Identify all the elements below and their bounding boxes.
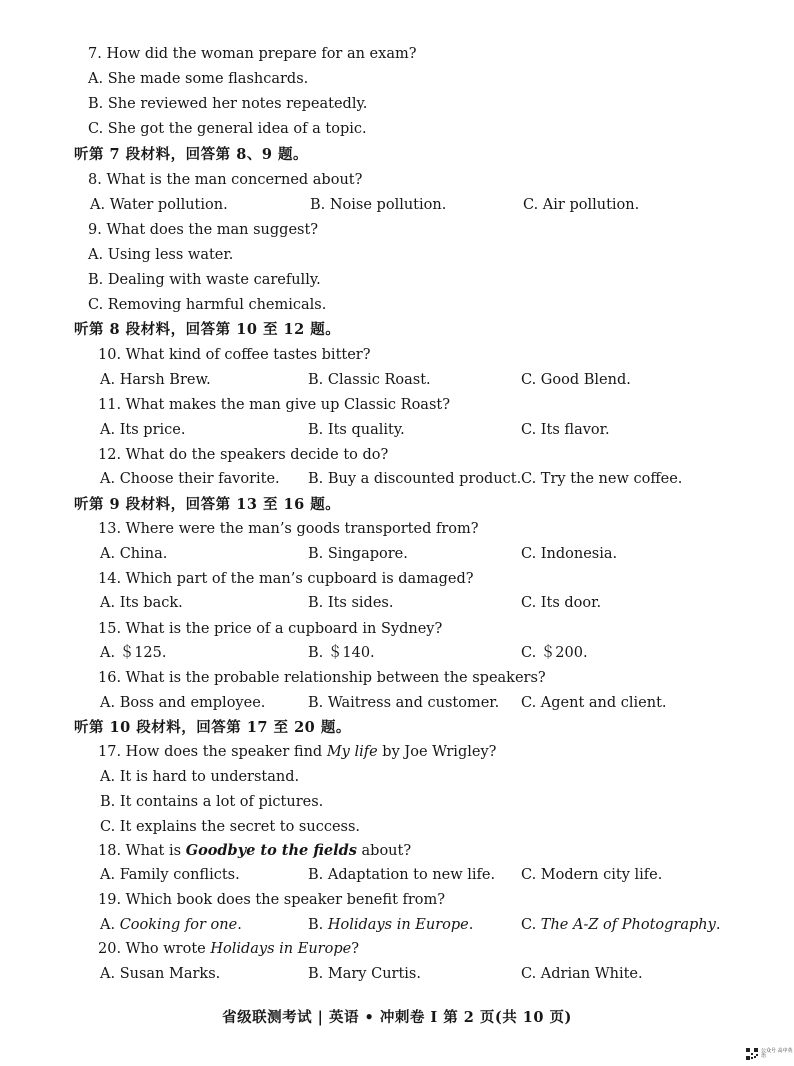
question-12: 12. What do the speakers decide to do? <box>98 447 389 463</box>
q8-options <box>0 196 794 214</box>
q10-option-b: B. Classic Roast. <box>308 372 431 388</box>
q19-option-c <box>521 916 720 934</box>
q20-book-title: Holidays in Europe <box>210 941 352 957</box>
section-10-heading: 听第 10 段材料，回答第 17 至 20 题。 <box>74 719 351 736</box>
q8-option-c: C. Air pollution. <box>523 197 640 213</box>
q17-text-pre: 17. How does the speaker find <box>98 744 327 760</box>
q19-b-period: . <box>468 917 474 933</box>
question-15: 15. What is the price of a cupboard in Sydney? <box>98 621 443 637</box>
q19-b-title: Holidays in Europe <box>327 917 469 933</box>
q18-option-c: C. Modern city life. <box>521 867 663 883</box>
q15-options <box>0 644 794 662</box>
q18-text-pre: 18. What is <box>98 843 186 859</box>
q15-option-a: A. ＄125. <box>100 645 167 661</box>
q9-option-a: A. Using less water. <box>88 247 234 263</box>
q16-options <box>0 694 794 712</box>
question-20 <box>98 940 359 958</box>
q17-option-c: C. It explains the secret to success. <box>100 819 361 835</box>
q7-option-b: B. She reviewed her notes repeatedly. <box>88 96 368 112</box>
q20-option-b: B. Mary Curtis. <box>308 966 421 982</box>
page-footer: 省级联测考试 | 英语 • 冲刺卷 Ⅰ 第 2 页(共 10 页) <box>222 1009 572 1026</box>
section-8-heading: 听第 8 段材料，回答第 10 至 12 题。 <box>74 321 341 338</box>
section-9-heading: 听第 9 段材料，回答第 13 至 16 题。 <box>74 496 341 513</box>
q16-option-b: B. Waitress and customer. <box>308 695 500 711</box>
q20-option-c: C. Adrian White. <box>521 966 643 982</box>
q16-option-a: A. Boss and employee. <box>100 695 266 711</box>
question-9: 9. What does the man suggest? <box>88 222 319 238</box>
q15-option-c: C. ＄200. <box>521 645 588 661</box>
q17-option-b: B. It contains a lot of pictures. <box>100 794 324 810</box>
q11-option-a: A. Its price. <box>100 422 186 438</box>
q19-c-prefix: C. <box>521 917 541 933</box>
question-7: 7. How did the woman prepare for an exam? <box>88 46 417 62</box>
q20-text-pre: 20. Who wrote <box>98 941 211 957</box>
q13-option-c: C. Indonesia. <box>521 546 618 562</box>
q13-options <box>0 545 794 563</box>
q19-option-b <box>308 916 473 934</box>
q17-option-a: A. It is hard to understand. <box>100 769 300 785</box>
q7-option-c: C. She got the general idea of a topic. <box>88 121 367 137</box>
watermark-text: 公众号 高中英语 <box>761 1048 793 1059</box>
q19-a-prefix: A. <box>100 917 120 933</box>
q8-option-a: A. Water pollution. <box>90 197 228 213</box>
question-13: 13. Where were the man’s goods transported from? <box>98 521 479 537</box>
q13-option-a: A. China. <box>100 546 168 562</box>
q19-a-title: Cooking for one <box>119 917 238 933</box>
q19-options <box>0 916 794 934</box>
question-17 <box>98 743 496 761</box>
q14-option-b: B. Its sides. <box>308 595 394 611</box>
q14-option-a: A. Its back. <box>100 595 183 611</box>
q18-text-post: about? <box>356 843 412 859</box>
q19-c-period: . <box>715 917 721 933</box>
q19-a-period: . <box>237 917 242 933</box>
q14-options <box>0 594 794 612</box>
q18-option-a: A. Family conflicts. <box>100 867 240 883</box>
q12-option-a: A. Choose their favorite. <box>100 471 280 487</box>
section-7-heading: 听第 7 段材料，回答第 8、9 题。 <box>74 146 308 163</box>
q20-options <box>0 965 794 983</box>
q20-option-a: A. Susan Marks. <box>100 966 221 982</box>
q18-option-b: B. Adaptation to new life. <box>308 867 496 883</box>
q19-option-a <box>100 916 242 934</box>
question-10: 10. What kind of coffee tastes bitter? <box>98 347 371 363</box>
q12-option-b: B. Buy a discounted product. <box>308 471 522 487</box>
q10-option-a: A. Harsh Brew. <box>100 372 211 388</box>
q18-options <box>0 866 794 884</box>
q14-option-c: C. Its door. <box>521 595 602 611</box>
qr-code-icon <box>746 1048 758 1060</box>
q19-b-prefix: B. <box>308 917 328 933</box>
q8-option-b: B. Noise pollution. <box>310 197 447 213</box>
q9-option-b: B. Dealing with waste carefully. <box>88 272 321 288</box>
q7-option-a: A. She made some flashcards. <box>88 71 309 87</box>
q10-option-c: C. Good Blend. <box>521 372 631 388</box>
q12-options <box>0 470 794 488</box>
question-11: 11. What makes the man give up Classic Roast? <box>98 397 450 413</box>
question-16: 16. What is the probable relationship between the speakers? <box>98 670 546 686</box>
q17-book-title: My life <box>326 744 378 760</box>
q11-option-c: C. Its flavor. <box>521 422 610 438</box>
q20-text-post: ? <box>351 941 359 957</box>
q18-book-title: Goodbye to the fields <box>185 842 357 859</box>
q17-text-post: by Joe Wrigley? <box>377 744 497 760</box>
question-14: 14. Which part of the man’s cupboard is damaged? <box>98 571 474 587</box>
q10-options <box>0 371 794 389</box>
q19-c-title: The A-Z of Photography <box>540 917 716 933</box>
q11-option-b: B. Its quality. <box>308 422 405 438</box>
q9-option-c: C. Removing harmful chemicals. <box>88 297 327 313</box>
question-8: 8. What is the man concerned about? <box>88 172 363 188</box>
question-18 <box>98 842 411 860</box>
q13-option-b: B. Singapore. <box>308 546 408 562</box>
q12-option-c: C. Try the new coffee. <box>521 471 683 487</box>
q16-option-c: C. Agent and client. <box>521 695 667 711</box>
q11-options <box>0 421 794 439</box>
q15-option-b: B. ＄140. <box>308 645 375 661</box>
question-19: 19. Which book does the speaker benefit from? <box>98 892 446 908</box>
